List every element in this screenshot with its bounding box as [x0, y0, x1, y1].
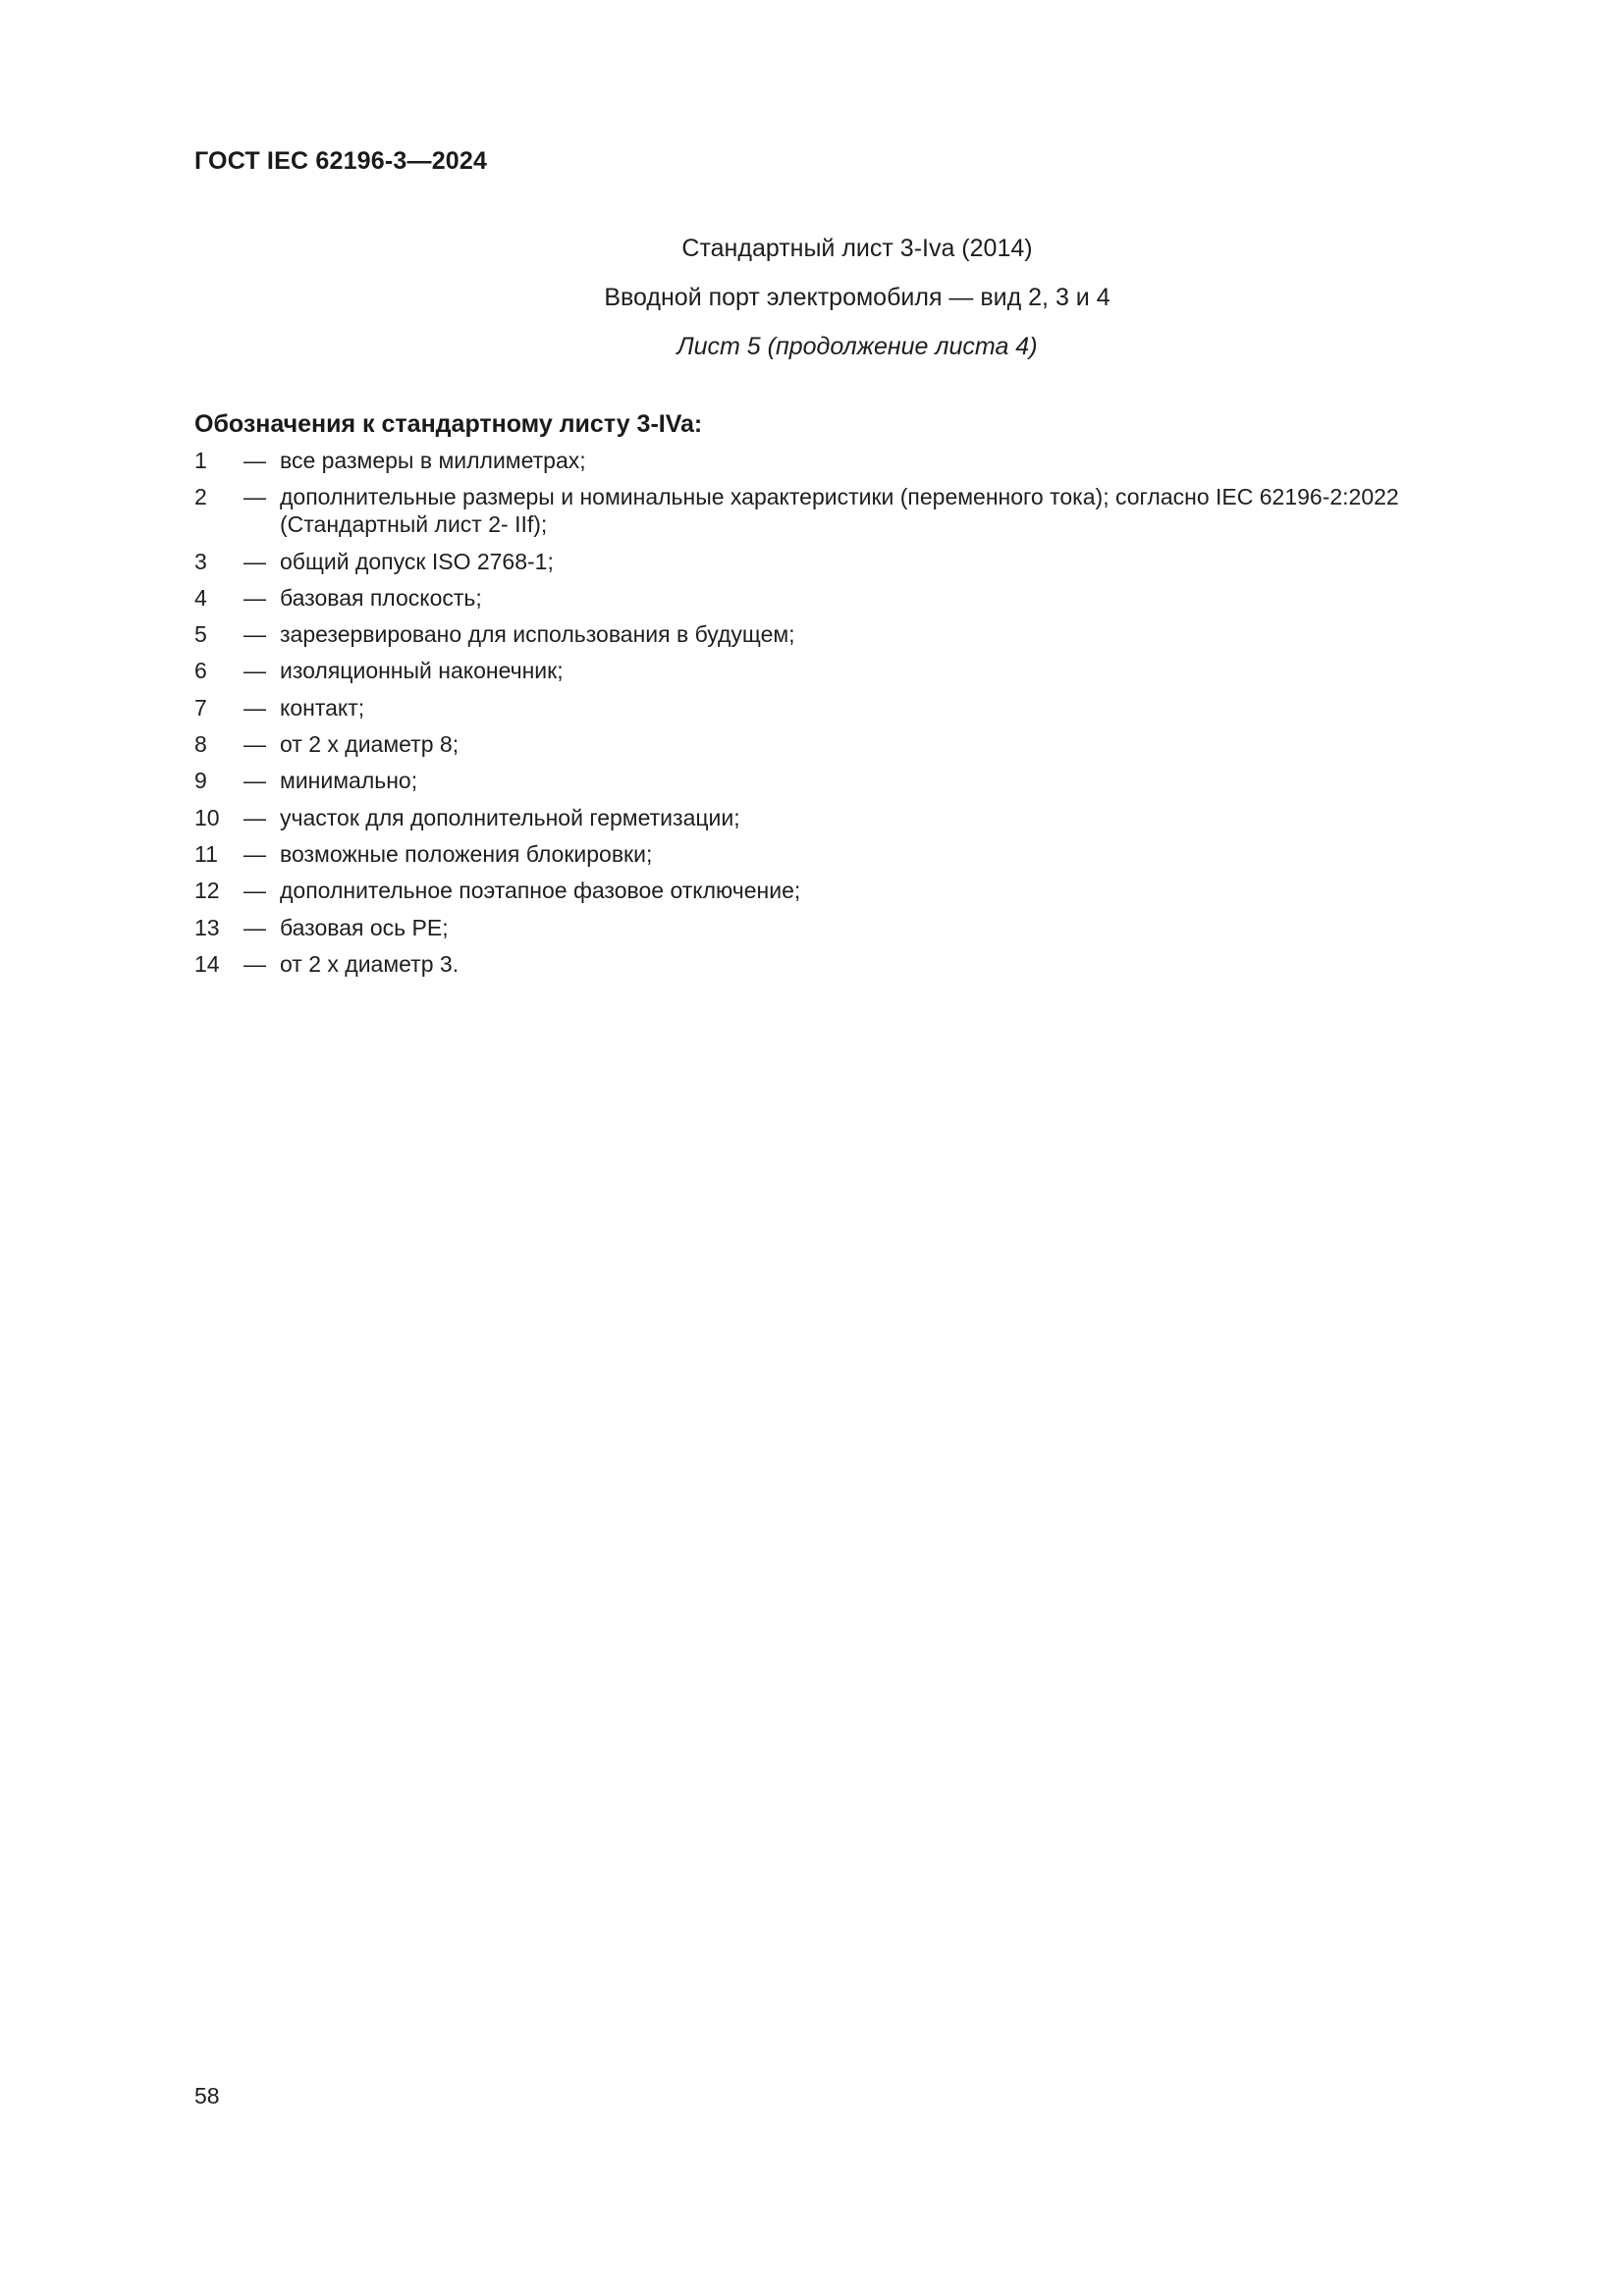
legend-item-number: 11	[194, 840, 218, 867]
legend-item	[194, 914, 1510, 941]
legend-item	[194, 447, 1510, 474]
legend-item-dash: —	[244, 804, 266, 830]
legend-item-dash: —	[244, 694, 266, 721]
legend-item	[194, 548, 1510, 575]
legend-item	[194, 877, 1510, 904]
legend-item-text: базовая плоскость;	[280, 584, 482, 611]
legend-item-number: 14	[194, 950, 220, 977]
legend-item	[194, 657, 1510, 684]
legend-item-dash: —	[244, 621, 266, 648]
legend-item	[194, 730, 1510, 758]
legend-item-dash: —	[244, 584, 266, 611]
legend-item	[194, 584, 1510, 612]
legend-item-dash: —	[244, 914, 266, 940]
legend-item-text: от 2 x диаметр 8;	[280, 731, 460, 758]
legend-item	[194, 767, 1510, 794]
sheet-continuation: Лист 5 (продолжение листа 4)	[677, 333, 1038, 360]
legend-item-number: 4	[194, 584, 207, 611]
legend-item	[194, 950, 1510, 978]
legend-item-dash: —	[244, 950, 266, 977]
legend-item-text: от 2 x диаметр 3.	[280, 950, 460, 977]
legend-item-number: 8	[194, 731, 207, 758]
legend-item-number: 7	[194, 694, 207, 721]
legend-item-text: дополнительные размеры и номинальные характеристики (переменного тока); согласно IEC 62196-2:2022 (Стандартный лист 2- IIf);	[280, 484, 1399, 538]
legend-item	[194, 694, 1510, 721]
legend-item-dash: —	[244, 658, 266, 684]
legend-item-number: 10	[194, 804, 220, 830]
legend-item-dash: —	[244, 548, 266, 574]
legend-item-text: контакт;	[280, 694, 365, 721]
sheet-title: Стандартный лист 3-Iva (2014)	[681, 235, 1033, 262]
standard-id-header: ГОСТ IEC 62196-3—2024	[194, 147, 488, 175]
legend-item-number: 12	[194, 878, 220, 904]
legend-item-text: дополнительное поэтапное фазовое отключение;	[280, 878, 801, 904]
legend-item-number: 1	[194, 448, 207, 473]
legend-item-number: 2	[194, 484, 207, 510]
legend-item	[194, 620, 1510, 648]
legend-item	[194, 483, 1510, 538]
legend-item-number: 5	[194, 621, 207, 648]
title-block	[0, 224, 1624, 371]
legend-item-number: 13	[194, 914, 220, 940]
legend-item-dash: —	[244, 768, 266, 794]
legend-title: Обозначения к стандартному листу 3-IVa:	[194, 410, 703, 438]
legend-item-text: возможные положения блокировки;	[280, 840, 653, 867]
legend-item-text: все размеры в миллиметрах;	[280, 448, 586, 473]
legend-item-text: зарезервировано для использования в будущем;	[280, 621, 795, 648]
sheet-subtitle: Вводной порт электромобиля — вид 2, 3 и 4	[604, 284, 1110, 311]
legend-item-number: 9	[194, 768, 207, 794]
legend-item-text: общий допуск ISO 2768-1;	[280, 548, 554, 574]
legend-item-dash: —	[244, 484, 266, 510]
legend-item-text: изоляционный наконечник;	[280, 658, 564, 684]
legend-item-text: минимально;	[280, 768, 418, 794]
legend-item-number: 6	[194, 658, 207, 684]
legend-item-dash: —	[244, 878, 266, 904]
legend-item-text: базовая ось PE;	[280, 914, 449, 940]
legend-section	[194, 410, 1510, 987]
legend-item-number: 3	[194, 548, 207, 574]
legend-item-text: участок для дополнительной герметизации;	[280, 804, 740, 830]
legend-item-dash: —	[244, 448, 266, 473]
legend-item	[194, 840, 1510, 868]
legend-list	[194, 447, 1510, 978]
legend-item-dash: —	[244, 840, 266, 867]
legend-item-dash: —	[244, 731, 266, 758]
legend-item	[194, 804, 1510, 831]
page-number: 58	[194, 2083, 220, 2109]
